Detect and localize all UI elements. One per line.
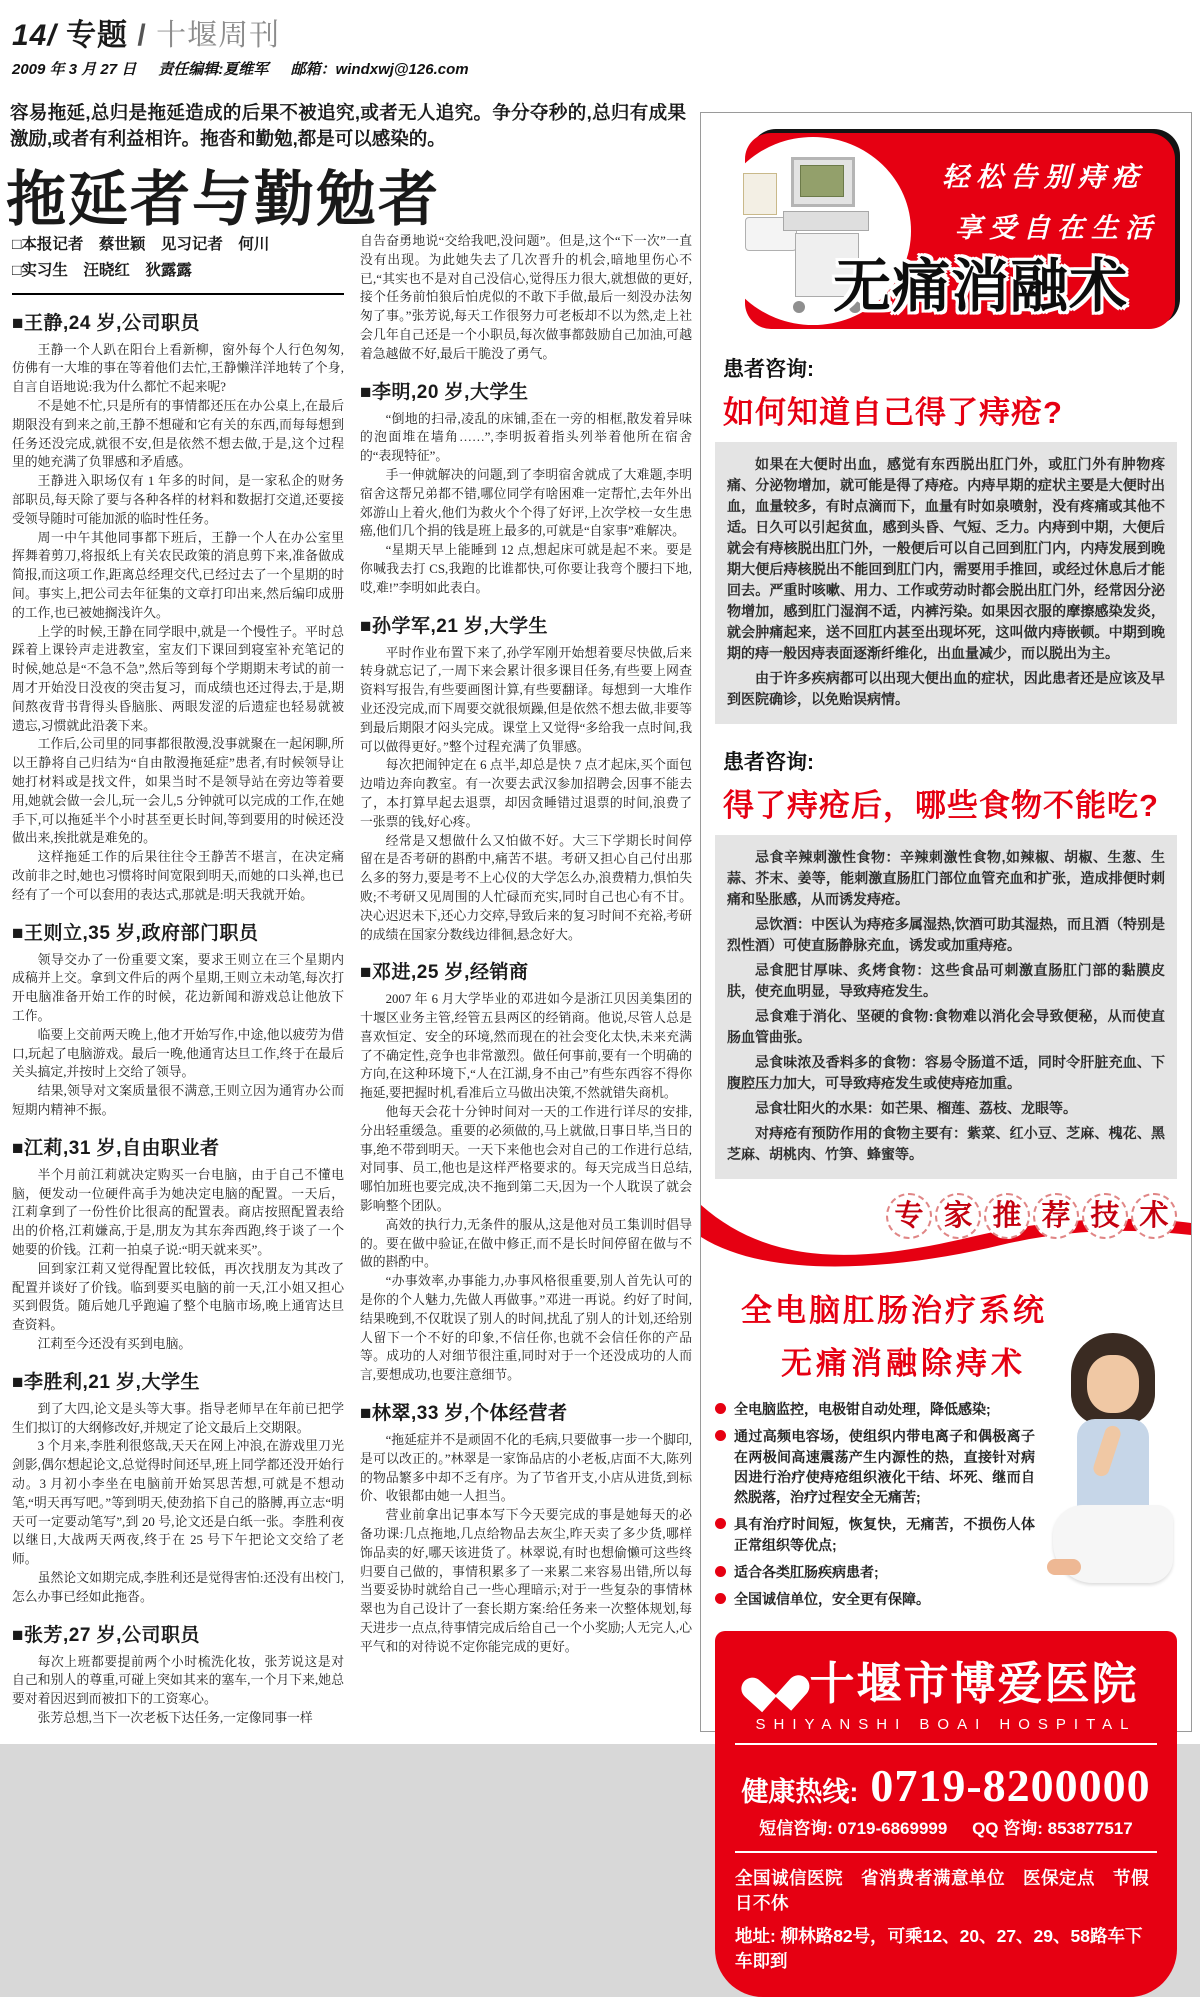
hospital-address: 地址: 柳林路82号，可乘12、20、27、29、58路车下车即到 [735,1926,1143,1971]
section-header: ■王则立,35 岁,政府部门职员 [12,922,259,944]
consult-1-label: 患者咨询: [723,358,814,381]
banner-slogan-1: 轻松告别痔疮 [942,162,1146,192]
bullet-dot-icon [715,1430,726,1441]
article-paragraph: 上学的时候,王静在同学眼中,就是一个慢性子。平时总踩着上课铃声走进教室，室友们下课回到寝室补充笔记的时候,她总是“不急不急”,然后等到每个学期期末考试的前一周才开始没日没夜的突击复习，而成绩也还过得去,于是,期间熬夜背书背得头昏脑胀、两眼发涩的后遗症也轻易就被遗忘,习惯就此沿袭下来。 [12,624,344,733]
sms-contact: 短信咨询: 0719-6869999 [759,1819,948,1838]
section-header: ■江莉,31 岁,自由职业者 [12,1137,220,1159]
bullet-dot-icon [715,1403,726,1414]
ad-bullet-item [715,1399,1035,1419]
ribbon-title [886,1193,1177,1239]
issue-date: 2009 年 3 月 27 日 [12,61,137,78]
article-paragraph: 手一伸就解决的问题,到了李明宿舍就成了大难题,李明宿舍这帮兄弟都不错,哪位同学有啥困难一定帮忙,去年外出郊游山上着火,他们为救火个个得了好评,上次学校一女生患癌,他们几个捐的钱是班上最多的,可就是“自家事”难解决。 [360,467,692,539]
ribbon-character: 专 [886,1193,932,1239]
editor-credit: 责任编辑:夏维军 [158,61,269,78]
hotline-number: 0719-8200000 [870,1760,1151,1811]
article-paragraph: 周一中午其他同事都下班后，王静一个人在办公室里挥舞着剪刀,将报纸上有关农民政策的消息剪下来,准备做成简报,而这项工作,距离总经理交代,已经过去了一个星期的时间。事实上,把公司去年征集的文章打印出来,然后编印成册的工作,也已被她搁浅许久。 [12,530,344,620]
column-1-flow [12,308,344,1728]
ad-bullet-item [715,1562,1035,1582]
article-paragraph: 高效的执行力,无条件的服从,这是他对员工集训时倡导的。要在做中验证,在做中修正,而不是长时间停留在做与不做的斟酌中。 [360,1217,692,1270]
ribbon-character: 推 [984,1193,1030,1239]
masthead [12,10,487,79]
article-paragraph: 王静进入职场仅有 1 年多的时间，是一家私企的财务部职员,每天除了要与各种各样的材料和数据打交道,还要接受领导随时可能加派的临时性任务。 [12,474,344,526]
article-paragraph: 每次上班都要提前两个小时梳洗化妆，张芳说这是对自己和别人的尊重,可碰上突如其来的塞车,一个月下来,她总要对着因迟到而被扣下的工资寒心。 [12,1654,344,1707]
ad-paragraph: 忌食辛辣刺激性食物：辛辣刺激性食物,如辣椒、胡椒、生葱、生蒜、芥末、姜等，能刺激直肠肛门部位血管充血和扩张，造成排便时刺痛和坠胀感，从而诱发痔疮。 [727,849,1165,907]
model-foot [1047,1559,1081,1575]
ad-paragraph: 忌食味浓及香料多的食物：容易令肠道不适，同时令肝脏充血、下腹腔压力加大，可导致痔疮发生或使痔疮加重。 [727,1054,1165,1091]
article-paragraph: 回到家江莉又觉得配置比较低，再次找朋友为其改了配置并谈好了价钱。临到要买电脑的前一天,江小姐又担心买到假货。随后她几乎跑遍了整个电脑市场,晚上通宵达旦查资料。 [12,1261,344,1333]
ribbon-character: 荐 [1033,1193,1079,1239]
hospital-banner [715,1631,1177,1997]
article-paragraph: “星期天早上能睡到 12 点,想起床可就是起不来。要是你喊我去打 CS,我跑的比谁都快,可你要让我弯个腰扫下地,哎,难!”李明如此表白。 [360,543,692,595]
bullet-text: 具有治疗时间短，恢复快，无痛苦，不损伤人体正常组织等优点; [734,1516,1035,1553]
section-name: 专题 [66,19,129,52]
contact-row [735,1814,1157,1853]
byline-reporters: □本报记者 蔡世颖 见习记者 何川 [12,236,270,253]
bullet-text: 全国诚信单位，安全更有保障。 [734,1591,930,1608]
ribbon-character: 家 [935,1193,981,1239]
ad-paragraph: 忌食难于消化、坚硬的食物:食物难以消化会导致便秘，从而使直肠血管曲张。 [727,1008,1165,1045]
machine-monitor [791,157,855,207]
article-paragraph: “倒地的扫帚,凌乱的床铺,歪在一旁的相框,散发着异味的泡面堆在墙角……”,李明扳着指头列举着他所在宿舍的“表现特征”。 [360,411,692,464]
page-number: 14/ [12,19,57,52]
article-column-1 [12,232,344,1734]
article-paragraph: 这样拖延工作的后果往往令王静苦不堪言，在决定痛改前非之时,她也习惯将时间宽限到明天,而她的口头禅,也已经有了一个可以套用的表达式,那就是:明天我就开始。 [12,850,344,902]
article-paragraph: 半个月前江莉就决定购买一台电脑，由于自己不懂电脑，便发动一位硬件高手为她决定电脑的配置。一天后，江莉拿到了一份性价比很高的配置表。商店按照配置表给出的价格,江莉嫌高,于是,朋友为其东奔西跑,终于谈了一个她要的价钱。江莉一拍桌子说:“明天就来买”。 [12,1167,344,1257]
column-2-flow [360,232,692,1657]
hospital-name-row [735,1647,1157,1712]
section-header: ■邓进,25 岁,经销商 [360,962,529,984]
article-paragraph: 2007 年 6 月大学毕业的邓进如今是浙江贝因美集团的十堰区业务主管,经管五县两区的经销商。他说,尽管人总是喜欢恒定、安全的环境,然而现在的社会变化太快,未来充满了不确定性,竞争也非常激烈。做任何事前,要有一个明确的方向,在这种环境下,“人在江湖,身不由己”有些东西容不得你拖延,要把握时机,看准后立马做出决策,不然就错失商机。 [360,992,692,1101]
treatment-title-1: 全电脑肛肠治疗系统 [741,1293,1047,1328]
section-header: ■张芳,27 岁,公司职员 [12,1624,200,1646]
article-lead: 容易拖延,总归是拖延造成的后果不被追究,或者无人追究。争分夺秒的,总归有成果激励,或者有利益相许。拖沓和勤勉,都是可以感染的。 [10,102,686,150]
section-header: ■李明,20 岁,大学生 [360,381,529,403]
banner-slogans [929,155,1159,245]
hospital-honors: 全国诚信医院 省消费者满意单位 医保定点 节假日不休 [735,1868,1149,1913]
article-body [12,232,692,1734]
ad-bullet-item [715,1514,1035,1555]
bullet-list [715,1399,1035,1610]
article-paragraph: 结果,领导对文案质量很不满意,王则立因为通宵办公而短期内精神不振。 [12,1084,344,1117]
consult-1-question: 如何知道自己得了痔疮? [723,395,1063,430]
byline [12,232,344,295]
ad-paragraph: 如果在大便时出血，感觉有东西脱出肛门外，或肛门外有肿物疼痛、分泌物增加，就可能是得了痔疮。内痔早期的症状主要是大便时出血，血量较多，有时点滴而下，血量有时如泉喷射，没有疼痛或其他不适。日久可以引起贫血，感到头昏、气短、乏力。内痔到中期，大便后就会有痔核脱出肛门外，一般便后可以自己回到肛门内，内痔发展到晚期大便后痔核脱出不能回到肛门内，需要用手推回，或经过休息后才能回去。严重时咳嗽、用力、工作或劳动时都会脱出肛门外，经常因分泌物增加，感到肛门湿润不适，内裤污染。如果因衣服的摩擦感染发炎，就会肿痛起来，送不回肛内甚至出现坏死，这叫做内痔嵌顿。中期到晚期的痔一般因痔表面逐渐纤维化，出血量减少，而以脱出为主。 [727,456,1165,661]
consult-2-label: 患者咨询: [723,751,814,774]
ad-paragraph: 由于许多疾病都可以出现大便出血的症状，因此患者还是应该及早到医院确诊，以免贻误病情。 [727,670,1165,707]
masthead-meta [12,58,487,79]
ad-paragraph: 忌饮酒：中医认为痔疮多属湿热,饮酒可助其湿热，而且酒（特别是烈性酒）可使直肠静脉充血，诱发或加重痔疮。 [727,916,1165,953]
expert-ribbon [715,1193,1177,1269]
article-paragraph: “拖延症并不是顽固不化的毛病,只要做事一步一个脚印,是可以改正的。”林翠是一家饰品店的小老板,店面不大,陈列的物品繁多中却不乏有序。为了节省开支,小店从进货,到标价、收银都由她一人担当。 [360,1433,693,1504]
ad-paragraph: 忌食壮阳火的水果：如芒果、榴莲、荔枝、龙眼等。 [755,1100,1077,1116]
bullet-text: 适合各类肛肠疾病患者; [734,1564,879,1581]
ribbon-character: 技 [1082,1193,1128,1239]
article-paragraph: “办事效率,办事能力,办事风格很重要,别人首先认可的是你的个人魅力,先做人再做事。”邓进一再说。约好了时间,结果晚到,不仅耽误了别人的时间,扰乱了别人的计划,还给别人留下一个不好的印象,不信任你,也就不会信任你的产品等。成功的人对细节很注重,同时对于一个还没成功的人而言,要想成功,也要注意细节。 [360,1274,692,1383]
qq-contact: QQ 咨询: 853877517 [972,1819,1133,1838]
machine-wheel [793,301,805,313]
ad-paragraph: 对痔疮有预防作用的食物主要有：紫菜、红小豆、芝麻、槐花、黑芝麻、胡桃肉、竹笋、蜂蜜等。 [727,1125,1165,1162]
article-paragraph: 临要上交前两天晚上,他才开始写作,中途,他以疲劳为借口,玩起了电脑游戏。最后一晚,他通宵达旦工作,终于在最后关头搞定,并按时上交给了领导。 [12,1027,344,1080]
hospital-name: 十堰市博爱医院 [809,1658,1139,1709]
hotline-row [735,1759,1157,1812]
treatment-title-2: 无痛消融除痔术 [781,1346,1026,1381]
publication-name: 十堰周刊 [156,19,281,52]
machine-paper-tray [743,173,777,215]
ad-paragraph: 忌食肥甘厚味、炙烤食物：这些食品可刺激直肠肛门部的黏膜皮肤，使充血明显，导致痔疮发生。 [727,962,1165,999]
article-paragraph: 平时作业布置下来了,孙学军刚开始想着要尽快做,后来转身就忘记了,一周下来会累计很多课目任务,有些要上网查资料写报告,有些要画图计算,有些要翻译。每想到一大堆作业还没完成,而下周要交就很烦躁,但是依然不想去做,非要等到最后期限才闷头完成。课堂上又觉得“多给我一点时间,我可以做得更好。”整个过程充满了负罪感。 [360,645,692,754]
bullet-text: 全电脑监控，电极钳自动处理，降低感染; [734,1401,991,1417]
bullet-dot-icon [715,1593,726,1604]
section-header: ■林翠,33 岁,个体经营者 [360,1403,568,1425]
article-paragraph: 虽然论文如期完成,李胜利还是觉得害怕:还没有出校门,怎么办事已经如此拖沓。 [12,1570,344,1604]
hospital-advertisement [700,112,1192,1971]
heart-logo-icon [752,1658,796,1700]
ad-bullet-item [715,1589,1035,1609]
model-photo [1043,1333,1183,1633]
machine-screen [800,165,844,197]
ad-bullet-item [715,1426,1035,1507]
article-paragraph: 每次把闹钟定在 6 点半,却总是快 7 点才起床,买个面包边啃边奔向教室。有一次要去武汉参加招聘会,因事不能去了，本打算早起去退票，却因贪睡错过退票的时间,浪费了一张票的钱,好心疼。 [360,758,692,829]
article-paragraph: 工作后,公司里的同事都很散漫,没事就聚在一起闲聊,所以王静将自己归结为“自由散漫拖延症”患者,有时候领导让她打材料或是找文件，如果当时不是领导站在旁边等着要用,她就会做一会儿,玩一会儿,5 分钟就可以完成的工作,在她手下,可以拖延半个小时甚至更长时间,等到要用的时候还没做出来,挨批就是难免的。 [12,737,344,846]
masthead-separator: / [137,19,147,52]
masthead-line [12,10,487,54]
article-paragraph: 他每天会花十分钟时间对一天的工作进行详尽的安排,分出轻重缓急。重要的必须做的,马上就做,日事日毕,当日的事,绝不带到明天。一天下来他也会对自己的工作进行总结,对同事、员工,他也是这样严格要求的。每天完成当日总结,哪怕加班也要完成,决不拖到第二天,因为一个人耽误了就会影响整个团队。 [360,1105,692,1214]
model-face [1087,1355,1139,1413]
article-paragraph: 到了大四,论文是头等大事。指导老师早在年前已把学生们拟订的大纲修改好,并规定了论文最后上交期限。 [12,1401,344,1435]
article-paragraph: 3 个月来,李胜利很悠哉,天天在网上冲浪,在游戏里刀光剑影,偶尔想起论文,总觉得时间还早,班上同学都还没开始行动。3 月初小李坐在电脑前开始冥思苦想,可就是不想动笔,“明天再写吧。”等到明天,使劲掐下自己的胳膊,再立志“明天可一定要动笔写”,到 20 号,论文还是白纸一张。李胜利夜以继日,大战两天两夜,终于在 25 号下午把论文交给了老师。 [12,1439,344,1567]
bullet-dot-icon [715,1518,726,1529]
article-column-2 [360,232,692,1734]
byline-interns: □实习生 汪晓红 狄露露 [12,262,192,280]
ad-main-title: 无痛消融术 [833,254,1129,319]
bullet-dot-icon [715,1566,726,1577]
article-paragraph: 自告奋勇地说“交给我吧,没问题”。但是,这个“下一次”一直没有出现。为此她失去了几次晋升的机会,暗地里伤心不已,“其实也不是对自己没信心,觉得压力很大,就想做的更好,接个任务前怕狼后怕虎似的不敢下手做,最后一刻没办法匆匆了事。”张芳说,每天工作很努力可老板却不以为然,走上社会几年自己还是一个小职员,每次做事都鼓励自己加油,可越着急越做不好,最后干脆没了勇气。 [360,234,692,361]
consult-2-question: 得了痔疮后，哪些食物不能吃? [723,788,1159,823]
ad-top-banner [715,131,1177,339]
article-paragraph: 营业前拿出记事本写下今天要完成的事是她每天的必备功课:几点拖地,几点给物品去灰尘,昨天卖了多少货,哪样饰品卖的好,哪天该进货了。林翠说,有时也想偷懒可这些终归要自己做的，事情积累多了一来累二来容易出错,所以每当要妥协时就给自己一些心理暗示;对于一些复杂的事情林翠也为自己设计了一套长期方案:给任务来一次整体规划,每天进步一点点,待事情完成后给自己一个小奖励;人无完人,心平气和的对待说不定你能完成的更好。 [360,1508,692,1654]
article-headline: 拖延者与勤勉者 [6,167,440,233]
article-paragraph: 江莉至今还没有买到电脑。 [37,1336,192,1351]
editor-email: 邮箱：windxwj@126.com [290,61,469,78]
article-paragraph: 张芳总想,当下一次老板下达任务,一定像同事一样 [37,1710,313,1725]
hotline-label: 健康热线: [741,1777,859,1807]
consult-1-answer-box [715,442,1177,724]
treatment-bullets [715,1399,1177,1619]
section-header: ■孙学军,21 岁,大学生 [360,615,548,637]
bullet-text: 通过高频电容场，使组织内带电离子和偶极离子在两极间高速震荡产生内源性的热，直接针对病因进行治疗使痔疮组织液化干结、坏死、继而自然脱落，治疗过程安全无痛苦; [734,1428,1035,1506]
section-header: ■王静,24 岁,公司职员 [12,312,200,334]
machine-keyboard-shelf [783,211,869,231]
article-paragraph: 不是她不忙,只是所有的事情都还压在办公桌上,在最后期限没有到来之前,王静不想碰和它有关的东西,而每每想到任务还没完成,就很不安,但是依然不想去做,于是,这个过程里的她充满了负罪感和矛盾感。 [12,399,344,470]
section-header: ■李胜利,21 岁,大学生 [12,1371,200,1393]
consult-2-answer-box [715,835,1177,1179]
banner-slogan-2: 享受自在生活 [955,213,1159,243]
ribbon-character: 术 [1131,1193,1177,1239]
hospital-name-en: SHIYANSHI BOAI HOSPITAL [735,1716,1157,1745]
article-paragraph: 经常是又想做什么又怕做不好。大三下学期长时间停留在是否考研的斟酌中,痛苦不堪。考研又担心自己付出那么多的努力,要是考不上心仪的大学怎么办,浪费精力,惧怕失败;不考研又见周围的人忙碌而充实,同时自己也心有不甘。决心迟迟未下,还心力交瘁,导致后来的复习时间不充裕,考研的成绩在国家分数线边徘徊,悬念好大。 [360,833,692,942]
spacer [715,724,1177,740]
article-paragraph: 领导交办了一份重要文案，要求王则立在三个星期内成稿并上交。拿到文件后的两个星期,王则立未动笔,每次打开电脑准备开始工作的时候，花边新闻和游戏总让他放下工作。 [12,952,344,1023]
article-paragraph: 王静一个人趴在阳台上看新柳，窗外每个人行色匆匆,仿佛有一大堆的事在等着他们去忙,王静懒洋洋地转了个身,自言自语地说:我为什么都忙不起来呢? [12,342,344,395]
